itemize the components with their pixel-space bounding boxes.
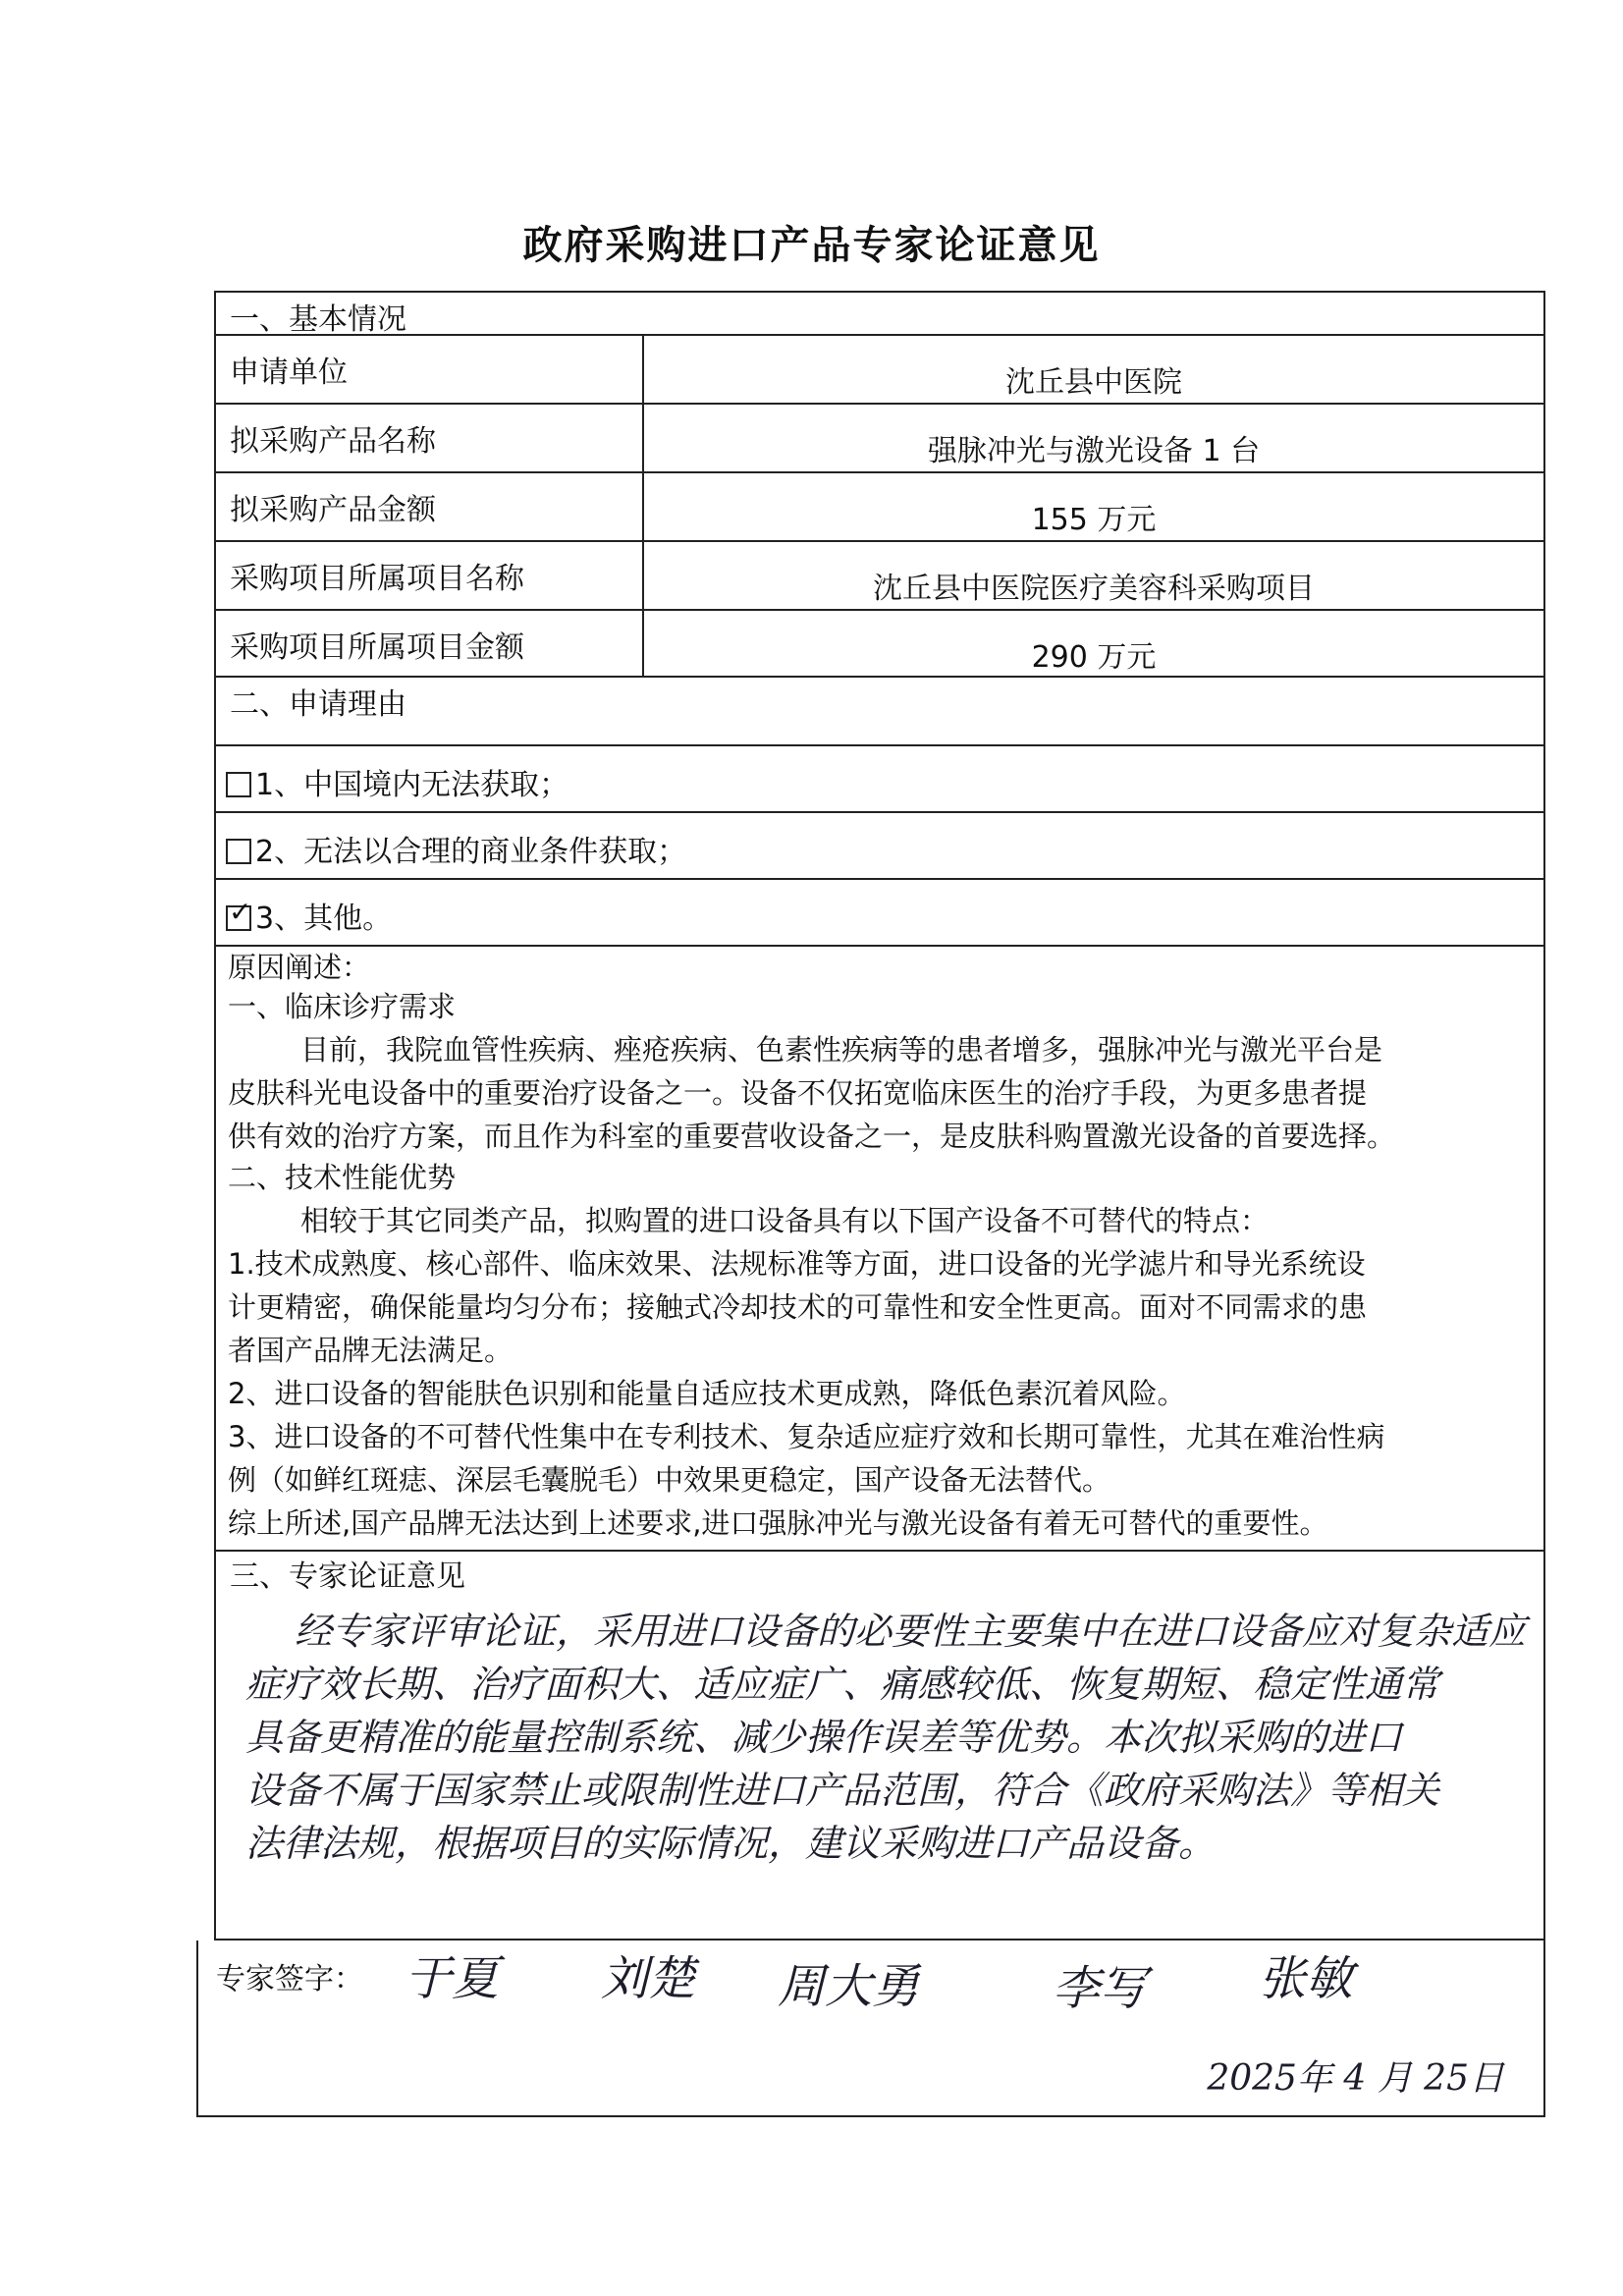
expert-signature: 张敏 [1259, 1951, 1354, 2006]
option-row [216, 746, 1543, 813]
reason-line: 一、临床诊疗需求 [228, 990, 457, 1023]
signature-area [196, 1941, 1545, 2117]
expert-signature: 于夏 [405, 1951, 500, 2006]
section1-heading-row [216, 293, 1543, 336]
handwritten-line: 具备更精准的能量控制系统、减少操作误差等优势。本次拟采购的进口 [245, 1716, 1403, 1759]
check-mark-icon: ✓ [229, 896, 252, 928]
info-value: 155 万元 [1031, 503, 1157, 537]
info-row [216, 405, 1543, 473]
section1-heading: 一、基本情况 [230, 302, 406, 337]
reason-line: 者国产品牌无法满足。 [228, 1334, 514, 1367]
handwritten-line: 症疗效长期、治疗面积大、适应症广、痛感较低、恢复期短、稳定性通常 [245, 1663, 1440, 1706]
reason-line: 二、技术性能优势 [228, 1161, 457, 1194]
reason-line: 目前，我院血管性疾病、痤疮疾病、色素性疾病等的患者增多，强脉冲光与激光平台是 [300, 1033, 1383, 1066]
section3-heading: 三、专家论证意见 [230, 1559, 465, 1594]
option-row [216, 813, 1543, 880]
handwritten-line: 经专家评审论证，采用进口设备的必要性主要集中在进口设备应对复杂适应 [295, 1610, 1527, 1653]
reason-line: 皮肤科光电设备中的重要治疗设备之一。设备不仅拓宽临床医生的治疗手段，为更多患者提 [228, 1076, 1368, 1110]
reason-line: 供有效的治疗方案，而且作为科室的重要营收设备之一，是皮肤科购置激光设备的首要选择。 [228, 1120, 1396, 1153]
expert-signature: 周大勇 [778, 1959, 920, 2014]
info-value: 沈丘县中医院 [1005, 365, 1182, 400]
info-row [216, 336, 1543, 405]
section2-heading-row [216, 678, 1543, 746]
section3-block [216, 1552, 1543, 1942]
signature-label: 专家签字： [216, 1962, 363, 1996]
info-label: 拟采购产品名称 [230, 424, 436, 459]
option-label: 3、其他。 [255, 902, 393, 936]
signature-date: 2025年 4 月 25日 [1207, 2058, 1504, 2099]
info-value: 沈丘县中医院医疗美容科采购项目 [873, 572, 1315, 606]
info-label: 采购项目所属项目金额 [230, 630, 524, 665]
reason-line: 计更精密，确保能量均匀分布；接触式冷却技术的可靠性和安全性更高。面对不同需求的患 [228, 1290, 1368, 1324]
info-value: 强脉冲光与激光设备 1 台 [927, 434, 1261, 468]
reason-line: 相较于其它同类产品，拟购置的进口设备具有以下国产设备不可替代的特点： [300, 1204, 1270, 1237]
checkbox-unchecked[interactable] [226, 839, 251, 864]
info-row [216, 542, 1543, 611]
info-row [216, 473, 1543, 542]
checkbox-checked[interactable] [226, 896, 252, 931]
form-table [214, 291, 1545, 1941]
info-label: 申请单位 [230, 355, 348, 390]
reason-line: 例（如鲜红斑痣、深层毛囊脱毛）中效果更稳定，国产设备无法替代。 [228, 1463, 1111, 1497]
checkbox-unchecked[interactable] [226, 772, 251, 797]
handwritten-line: 设备不属于国家禁止或限制性进口产品范围，符合《政府采购法》等相关 [245, 1769, 1440, 1812]
reason-line: 综上所述,国产品牌无法达到上述要求,进口强脉冲光与激光设备有着无可替代的重要性。 [228, 1506, 1328, 1540]
reason-line: 1.技术成熟度、核心部件、临床效果、法规标准等方面，进口设备的光学滤片和导光系统设 [228, 1247, 1366, 1281]
reason-block [216, 947, 1543, 1552]
reason-line: 3、进口设备的不可替代性集中在专利技术、复杂适应症疗效和长期可靠性，尤其在难治性病 [228, 1420, 1385, 1453]
page-title: 政府采购进口产品专家论证意见 [522, 222, 1101, 268]
handwritten-line: 法律法规，根据项目的实际情况，建议采购进口产品设备。 [245, 1822, 1217, 1865]
reason-line: 2、进口设备的智能肤色识别和能量自适应技术更成熟，降低色素沉着风险。 [228, 1377, 1186, 1410]
expert-signature: 李写 [1053, 1961, 1148, 2016]
option-label: 2、无法以合理的商业条件获取； [255, 835, 687, 869]
option-label: 1、中国境内无法获取； [255, 768, 569, 802]
info-row [216, 611, 1543, 678]
info-label: 采购项目所属项目名称 [230, 562, 524, 596]
expert-signature: 刘楚 [601, 1951, 696, 2006]
option-row [216, 880, 1543, 947]
reason-line: 原因阐述： [228, 951, 371, 984]
info-label: 拟采购产品金额 [230, 493, 436, 527]
section2-heading: 二、申请理由 [230, 687, 406, 722]
info-value: 290 万元 [1031, 640, 1157, 675]
